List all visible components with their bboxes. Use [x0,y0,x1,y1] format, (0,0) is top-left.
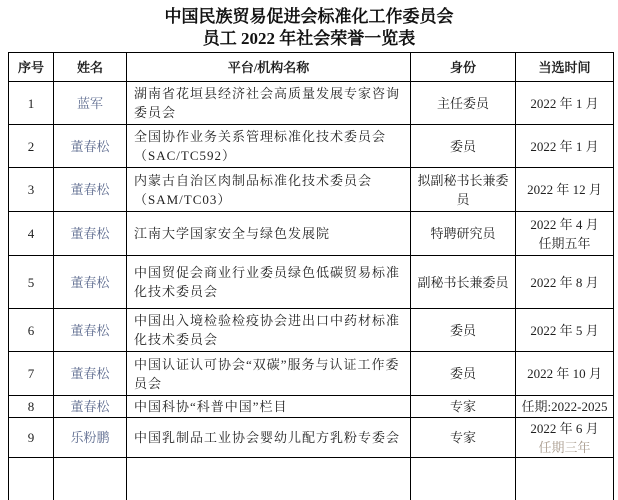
cell-time: 任期:2022-2025 [516,396,614,418]
header-time: 当选时间 [516,53,614,82]
table-row [9,82,614,125]
cell-time-extra: 任期五年 [520,234,609,253]
cell-org: 中国科协“科普中国”栏目 [127,396,411,418]
document-page [0,6,618,460]
partial-cell [127,458,411,500]
cell-no: 7 [9,352,54,396]
cell-no: 5 [9,256,54,309]
cell-org: 中国贸促会商业行业委员绿色低碳贸易标准化技术委员会 [127,256,411,309]
cell-org: 中国出入境检验检疫协会进出口中药材标准化技术委员会 [127,309,411,352]
cell-role: 主任委员 [411,82,516,125]
table-row [9,212,614,256]
header-name: 姓名 [54,53,127,82]
cell-org: 全国协作业务关系管理标准化技术委员会（SAC/TC592） [127,125,411,168]
honors-table [8,52,614,500]
table-row [9,125,614,168]
header-row [9,53,614,82]
cell-name: 董春松 [54,256,127,309]
cell-role: 委员 [411,352,516,396]
cell-time: 2022 年 12 月 [516,168,614,212]
table-row [9,256,614,309]
cell-time-extra: 任期三年 [520,438,609,457]
cell-role: 专家 [411,418,516,458]
cell-no: 6 [9,309,54,352]
partial-cell [411,458,516,500]
cell-role: 副秘书长兼委员 [411,256,516,309]
cell-time: 2022 年 5 月 [516,309,614,352]
cell-time: 2022 年 8 月 [516,256,614,309]
cell-name: 董春松 [54,125,127,168]
header-org: 平台/机构名称 [127,53,411,82]
cell-role: 委员 [411,125,516,168]
cell-time: 2022 年 4 月 任期五年 [516,212,614,256]
table-row [9,352,614,396]
table-body [9,82,614,458]
table-footer [9,458,614,500]
partial-cell [9,458,54,500]
partial-row [9,458,614,500]
table-header [9,53,614,82]
cell-time: 2022 年 10 月 [516,352,614,396]
cell-time: 2022 年 1 月 [516,125,614,168]
page-title: 中国民族贸易促进会标准化工作委员会 [0,6,618,28]
cell-name: 董春松 [54,396,127,418]
page-subtitle: 员工 2022 年社会荣誉一览表 [0,28,618,50]
cell-role: 特聘研究员 [411,212,516,256]
cell-no: 2 [9,125,54,168]
cell-role: 委员 [411,309,516,352]
cell-name: 董春松 [54,352,127,396]
cell-no: 3 [9,168,54,212]
cell-name: 蓝军 [54,82,127,125]
header-no: 序号 [9,53,54,82]
cell-name: 董春松 [54,309,127,352]
table-row [9,418,614,458]
cell-role: 专家 [411,396,516,418]
cell-no: 9 [9,418,54,458]
partial-cell [54,458,127,500]
cell-org: 湖南省花垣县经济社会高质量发展专家咨询委员会 [127,82,411,125]
table-row [9,396,614,418]
cell-name: 董春松 [54,168,127,212]
cell-org: 中国认证认可协会“双碳”服务与认证工作委员会 [127,352,411,396]
cell-no: 8 [9,396,54,418]
table-row [9,309,614,352]
cell-name: 乐粉鹏 [54,418,127,458]
cell-no: 4 [9,212,54,256]
header-role: 身份 [411,53,516,82]
cell-time: 2022 年 1 月 [516,82,614,125]
cell-org: 中国乳制品工业协会婴幼儿配方乳粉专委会 [127,418,411,458]
cell-time: 2022 年 6 月 任期三年 [516,418,614,458]
cell-role: 拟副秘书长兼委员 [411,168,516,212]
cell-org: 内蒙古自治区肉制品标准化技术委员会（SAM/TC03） [127,168,411,212]
cell-name: 董春松 [54,212,127,256]
cell-org: 江南大学国家安全与绿色发展院 [127,212,411,256]
table-row [9,168,614,212]
partial-cell [516,458,614,500]
cell-no: 1 [9,82,54,125]
